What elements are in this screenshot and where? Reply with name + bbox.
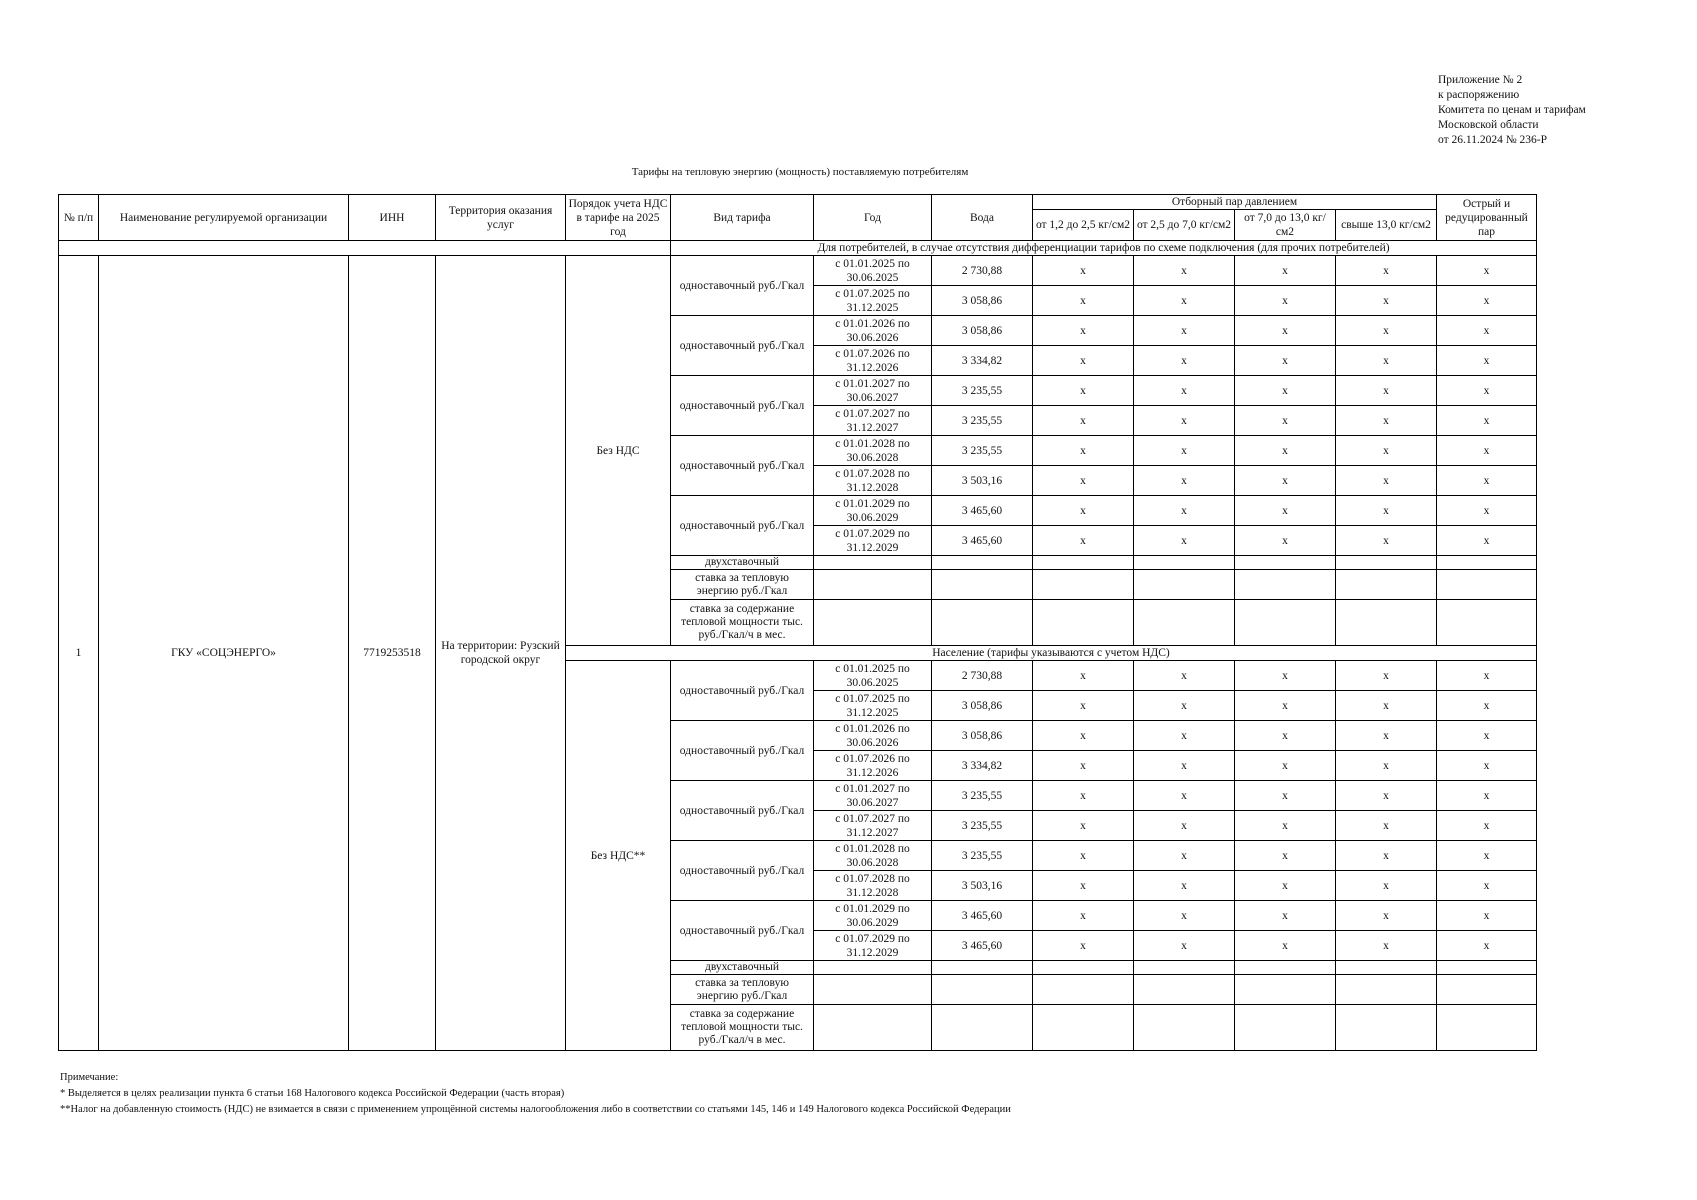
na-cell: x [1437,376,1537,406]
tariff-type: ставка за тепловую энергию руб./Гкал [671,975,814,1005]
na-cell: x [1033,376,1134,406]
period-cell: с 01.01.2029 по 30.06.2029 [814,901,932,931]
na-cell: x [1235,256,1336,286]
tariff-type: одноставочный руб./Гкал [671,256,814,316]
empty-cell [1235,961,1336,975]
tariff-type: одноставочный руб./Гкал [671,316,814,376]
water-value: 3 235,55 [932,406,1033,436]
empty-cell [1437,570,1537,600]
col-inn-header: ИНН [349,195,436,241]
na-cell: x [1033,841,1134,871]
na-cell: x [1336,691,1437,721]
na-cell: x [1336,841,1437,871]
tariff-type: двухставочный [671,961,814,975]
na-cell: x [1336,316,1437,346]
empty-cell [1437,556,1537,570]
period-cell: с 01.01.2027 по 30.06.2027 [814,781,932,811]
na-cell: x [1033,751,1134,781]
empty-cell [932,1005,1033,1051]
empty-cell [1134,556,1235,570]
na-cell: x [1235,811,1336,841]
col-vat-header: Порядок учета НДС в тарифе на 2025 год [566,195,671,241]
na-cell: x [1033,406,1134,436]
empty-cell [814,961,932,975]
na-cell: x [1336,661,1437,691]
water-value: 2 730,88 [932,661,1033,691]
na-cell: x [1134,526,1235,556]
tariff-type: одноставочный руб./Гкал [671,901,814,961]
na-cell: x [1134,781,1235,811]
na-cell: x [1437,466,1537,496]
empty-cell [1134,600,1235,646]
tariff-type: одноставочный руб./Гкал [671,496,814,556]
na-cell: x [1033,436,1134,466]
na-cell: x [1235,526,1336,556]
na-cell: x [1134,496,1235,526]
notes-heading: Примечание: [60,1072,119,1083]
na-cell: x [1336,781,1437,811]
na-cell: x [1033,286,1134,316]
col-year-header: Год [814,195,932,241]
tariff-type: ставка за тепловую энергию руб./Гкал [671,570,814,600]
tariff-type: одноставочный руб./Гкал [671,436,814,496]
appendix-line: Московской области [1438,119,1539,131]
empty-cell [814,570,932,600]
col-water-header: Вода [932,195,1033,241]
na-cell: x [1235,841,1336,871]
period-cell: с 01.07.2029 по 31.12.2029 [814,526,932,556]
na-cell: x [1134,871,1235,901]
col-steam-3-header: от 7,0 до 13,0 кг/см2 [1235,210,1336,241]
period-cell: с 01.01.2026 по 30.06.2026 [814,316,932,346]
col-steam-group-header: Отборный пар давлением [1033,195,1437,210]
empty-cell [1336,961,1437,975]
na-cell: x [1235,466,1336,496]
na-cell: x [1235,286,1336,316]
na-cell: x [1336,931,1437,961]
water-value: 3 465,60 [932,496,1033,526]
empty-cell [1336,556,1437,570]
period-cell: с 01.01.2025 по 30.06.2025 [814,661,932,691]
na-cell: x [1235,376,1336,406]
na-cell: x [1336,751,1437,781]
water-value: 3 058,86 [932,286,1033,316]
tariff-table [58,194,1537,1051]
water-value: 3 058,86 [932,691,1033,721]
empty-cell [814,975,932,1005]
na-cell: x [1235,751,1336,781]
na-cell: x [1033,691,1134,721]
section-title: Для потребителей, в случае отсутствия дифференциации тарифов по схеме подключения (для прочих потребителей) [671,241,1537,256]
water-value: 3 465,60 [932,526,1033,556]
water-value: 3 235,55 [932,781,1033,811]
empty-cell [932,556,1033,570]
water-value: 3 334,82 [932,346,1033,376]
empty-cell [932,570,1033,600]
empty-cell [932,961,1033,975]
water-value: 3 058,86 [932,316,1033,346]
water-value: 3 235,55 [932,841,1033,871]
period-cell: с 01.01.2028 по 30.06.2028 [814,436,932,466]
period-cell: с 01.07.2029 по 31.12.2029 [814,931,932,961]
na-cell: x [1235,871,1336,901]
empty-cell [1336,975,1437,1005]
na-cell: x [1033,781,1134,811]
period-cell: с 01.07.2028 по 31.12.2028 [814,871,932,901]
na-cell: x [1437,901,1537,931]
na-cell: x [1437,781,1537,811]
note-line: * Выделяется в целях реализации пункта 6 статьи 168 Налогового кодекса Российской Федерации (часть вторая) [60,1088,565,1099]
empty-cell [932,600,1033,646]
na-cell: x [1033,496,1134,526]
tariff-type: одноставочный руб./Гкал [671,721,814,781]
na-cell: x [1437,661,1537,691]
na-cell: x [1235,931,1336,961]
na-cell: x [1235,781,1336,811]
na-cell: x [1235,316,1336,346]
na-cell: x [1336,346,1437,376]
na-cell: x [1235,901,1336,931]
appendix-line: от 26.11.2024 № 236-Р [1438,134,1548,146]
na-cell: x [1134,691,1235,721]
tariff-type: ставка за содержание тепловой мощности тыс. руб./Гкал/ч в мес. [671,600,814,646]
empty-cell [1033,570,1134,600]
empty-cell [1235,556,1336,570]
na-cell: x [1033,316,1134,346]
col-steam-2-header: от 2,5 до 7,0 кг/см2 [1134,210,1235,241]
na-cell: x [1033,871,1134,901]
period-cell: с 01.07.2027 по 31.12.2027 [814,811,932,841]
na-cell: x [1437,346,1537,376]
tariff-type: ставка за содержание тепловой мощности тыс. руб./Гкал/ч в мес. [671,1005,814,1051]
col-org-header: Наименование регулируемой организации [99,195,349,241]
na-cell: x [1134,286,1235,316]
na-cell: x [1134,721,1235,751]
empty-cell [932,975,1033,1005]
tariff-type: двухставочный [671,556,814,570]
empty-cell [1437,1005,1537,1051]
na-cell: x [1033,811,1134,841]
na-cell: x [1336,526,1437,556]
na-cell: x [1134,661,1235,691]
empty-cell [1437,961,1537,975]
vat-order: Без НДС [566,256,671,646]
table-row [59,256,1537,286]
empty-cell [1033,600,1134,646]
na-cell: x [1437,286,1537,316]
period-cell: с 01.01.2028 по 30.06.2028 [814,841,932,871]
section-left-blank [59,241,671,256]
na-cell: x [1134,436,1235,466]
water-value: 3 334,82 [932,751,1033,781]
water-value: 3 503,16 [932,466,1033,496]
na-cell: x [1134,841,1235,871]
empty-cell [1235,1005,1336,1051]
period-cell: с 01.07.2027 по 31.12.2027 [814,406,932,436]
empty-cell [1033,961,1134,975]
appendix-line: Комитета по ценам и тарифам [1438,104,1586,116]
page-title: Тарифы на тепловую энергию (мощность) поставляемую потребителям [631,166,969,178]
na-cell: x [1437,841,1537,871]
na-cell: x [1336,811,1437,841]
na-cell: x [1033,526,1134,556]
na-cell: x [1134,811,1235,841]
na-cell: x [1134,406,1235,436]
water-value: 3 235,55 [932,811,1033,841]
na-cell: x [1134,901,1235,931]
period-cell: с 01.07.2025 по 31.12.2025 [814,286,932,316]
na-cell: x [1033,931,1134,961]
org-territory: На территории: Рузский городской округ [436,256,566,1051]
na-cell: x [1336,436,1437,466]
na-cell: x [1033,256,1134,286]
empty-cell [814,600,932,646]
water-value: 3 235,55 [932,436,1033,466]
period-cell: с 01.07.2028 по 31.12.2028 [814,466,932,496]
water-value: 3 503,16 [932,871,1033,901]
na-cell: x [1033,901,1134,931]
na-cell: x [1033,661,1134,691]
tariff-type: одноставочный руб./Гкал [671,376,814,436]
col-num-header: № п/п [59,195,99,241]
tariff-type: одноставочный руб./Гкал [671,781,814,841]
col-steam-4-header: свыше 13,0 кг/см2 [1336,210,1437,241]
empty-cell [1235,570,1336,600]
na-cell: x [1235,436,1336,466]
tariff-type: одноставочный руб./Гкал [671,661,814,721]
empty-cell [1235,975,1336,1005]
water-value: 3 058,86 [932,721,1033,751]
na-cell: x [1134,931,1235,961]
empty-cell [1134,961,1235,975]
empty-cell [1033,975,1134,1005]
na-cell: x [1437,496,1537,526]
na-cell: x [1437,256,1537,286]
empty-cell [1134,975,1235,1005]
empty-cell [1134,570,1235,600]
empty-cell [1033,556,1134,570]
na-cell: x [1134,346,1235,376]
empty-cell [1134,1005,1235,1051]
na-cell: x [1235,661,1336,691]
section-title-row [59,241,1537,256]
na-cell: x [1336,721,1437,751]
note-line: **Налог на добавленную стоимость (НДС) не взимается в связи с применением упрощённой системы налогообложения либо в соответствии со статьями 145, 146 и 149 Налогового кодекса Российской Федерации [60,1104,1011,1115]
empty-cell [1336,600,1437,646]
empty-cell [814,1005,932,1051]
tariff-type: одноставочный руб./Гкал [671,841,814,901]
na-cell: x [1336,901,1437,931]
na-cell: x [1033,466,1134,496]
na-cell: x [1235,721,1336,751]
period-cell: с 01.07.2025 по 31.12.2025 [814,691,932,721]
water-value: 3 465,60 [932,931,1033,961]
period-cell: с 01.01.2025 по 30.06.2025 [814,256,932,286]
na-cell: x [1437,691,1537,721]
period-cell: с 01.01.2029 по 30.06.2029 [814,496,932,526]
na-cell: x [1134,466,1235,496]
na-cell: x [1437,811,1537,841]
period-cell: с 01.01.2026 по 30.06.2026 [814,721,932,751]
vat-order: Без НДС** [566,661,671,1051]
na-cell: x [1437,931,1537,961]
col-tariff-type-header: Вид тарифа [671,195,814,241]
col-territory-header: Территория оказания услуг [436,195,566,241]
notes-block [60,1070,1011,1118]
na-cell: x [1235,346,1336,376]
header-row [59,195,1537,210]
period-cell: с 01.07.2026 по 31.12.2026 [814,751,932,781]
na-cell: x [1437,406,1537,436]
na-cell: x [1336,286,1437,316]
na-cell: x [1235,406,1336,436]
appendix-line: Приложение № 2 [1438,74,1523,86]
water-value: 3 235,55 [932,376,1033,406]
col-sharp-steam-header: Острый и редуцированный пар [1437,195,1537,241]
na-cell: x [1437,721,1537,751]
water-value: 3 465,60 [932,901,1033,931]
na-cell: x [1134,316,1235,346]
table-body [59,241,1537,1051]
na-cell: x [1033,721,1134,751]
na-cell: x [1336,376,1437,406]
row-number: 1 [59,256,99,1051]
empty-cell [1336,570,1437,600]
na-cell: x [1134,256,1235,286]
na-cell: x [1336,871,1437,901]
org-inn: 7719253518 [349,256,436,1051]
na-cell: x [1134,751,1235,781]
na-cell: x [1437,526,1537,556]
na-cell: x [1437,751,1537,781]
empty-cell [1235,600,1336,646]
water-value: 2 730,88 [932,256,1033,286]
org-name: ГКУ «СОЦЭНЕРГО» [99,256,349,1051]
na-cell: x [1437,316,1537,346]
section-title: Население (тарифы указываются с учетом НДС) [566,646,1537,661]
na-cell: x [1437,436,1537,466]
na-cell: x [1235,691,1336,721]
empty-cell [1437,600,1537,646]
na-cell: x [1336,406,1437,436]
na-cell: x [1235,496,1336,526]
na-cell: x [1134,376,1235,406]
empty-cell [814,556,932,570]
period-cell: с 01.07.2026 по 31.12.2026 [814,346,932,376]
na-cell: x [1336,466,1437,496]
na-cell: x [1033,346,1134,376]
empty-cell [1437,975,1537,1005]
na-cell: x [1336,256,1437,286]
empty-cell [1033,1005,1134,1051]
na-cell: x [1437,871,1537,901]
na-cell: x [1336,496,1437,526]
appendix-block [1438,73,1586,148]
col-steam-1-header: от 1,2 до 2,5 кг/см2 [1033,210,1134,241]
empty-cell [1336,1005,1437,1051]
period-cell: с 01.01.2027 по 30.06.2027 [814,376,932,406]
appendix-line: к распоряжению [1438,89,1520,101]
